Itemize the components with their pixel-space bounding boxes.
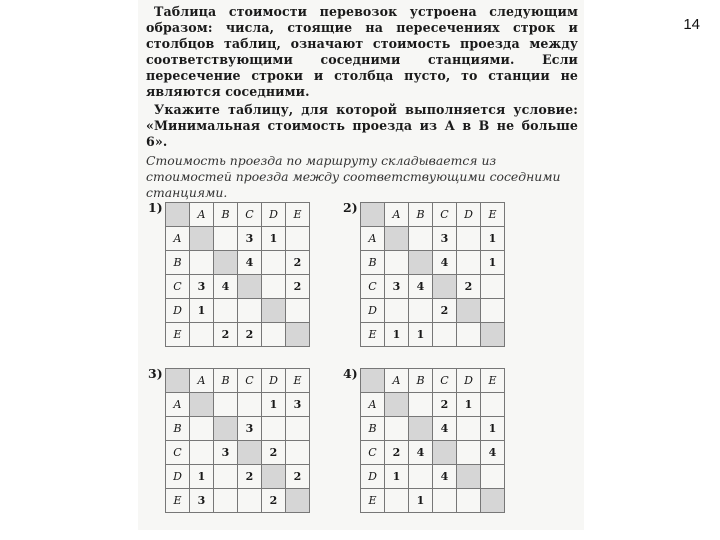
cost-cell-d-b <box>409 465 433 489</box>
cost-cell-a-a <box>190 393 214 417</box>
cost-cell-c-b: 3 <box>214 441 238 465</box>
table-row <box>166 441 310 465</box>
column-header-b: B <box>409 203 433 227</box>
cost-cell-d-a <box>385 299 409 323</box>
cost-cell-e-e <box>481 323 505 347</box>
column-header-b: B <box>214 203 238 227</box>
table-row <box>361 299 505 323</box>
cost-cell-a-c: 3 <box>433 227 457 251</box>
cost-cell-e-a: 1 <box>385 323 409 347</box>
cost-cell-b-e: 1 <box>481 251 505 275</box>
table-row <box>166 323 310 347</box>
table-4-label: 4) <box>343 366 358 381</box>
cost-cell-a-a <box>385 227 409 251</box>
cost-cell-d-e <box>286 299 310 323</box>
cost-cell-d-b <box>214 465 238 489</box>
row-header-c: C <box>166 441 190 465</box>
cost-cell-a-b <box>214 393 238 417</box>
cost-cell-e-b: 1 <box>409 323 433 347</box>
table-3-label: 3) <box>148 366 163 381</box>
cost-cell-c-b: 4 <box>409 441 433 465</box>
cost-cell-d-d <box>457 465 481 489</box>
row-header-c: C <box>361 441 385 465</box>
column-header-a: A <box>385 203 409 227</box>
cost-cell-a-a <box>385 393 409 417</box>
cost-cell-a-c: 2 <box>433 393 457 417</box>
cost-cell-c-c <box>238 275 262 299</box>
cost-cell-c-a: 3 <box>190 275 214 299</box>
table-row <box>166 393 310 417</box>
cost-cell-b-e: 2 <box>286 251 310 275</box>
cost-cell-c-a: 2 <box>385 441 409 465</box>
cost-cell-e-e <box>286 489 310 513</box>
cost-cell-d-d <box>262 465 286 489</box>
row-header-a: A <box>361 227 385 251</box>
table-corner-cell <box>361 203 385 227</box>
cost-cell-a-d: 1 <box>262 393 286 417</box>
cost-cell-a-a <box>190 227 214 251</box>
cost-cell-c-d <box>262 275 286 299</box>
column-header-d: D <box>457 203 481 227</box>
column-header-d: D <box>457 369 481 393</box>
cost-cell-e-b: 2 <box>214 323 238 347</box>
column-header-c: C <box>433 369 457 393</box>
row-header-e: E <box>361 489 385 513</box>
row-header-a: A <box>361 393 385 417</box>
table-corner-cell <box>361 369 385 393</box>
cost-cell-c-b: 4 <box>214 275 238 299</box>
cost-cell-e-c: 2 <box>238 323 262 347</box>
cost-cell-d-c: 2 <box>433 299 457 323</box>
cost-cell-c-e <box>286 441 310 465</box>
cost-cell-b-c: 4 <box>433 417 457 441</box>
row-header-b: B <box>166 417 190 441</box>
cost-cell-c-e: 2 <box>286 275 310 299</box>
cost-cell-a-d <box>457 227 481 251</box>
cost-cell-d-c: 4 <box>433 465 457 489</box>
cost-cell-d-b <box>214 299 238 323</box>
column-header-c: C <box>238 203 262 227</box>
table-row <box>361 275 505 299</box>
cost-cell-b-a <box>385 417 409 441</box>
table-row <box>361 489 505 513</box>
cost-cell-a-e <box>286 227 310 251</box>
column-header-e: E <box>481 203 505 227</box>
table-row <box>361 251 505 275</box>
row-header-b: B <box>166 251 190 275</box>
cost-cell-e-b: 1 <box>409 489 433 513</box>
row-header-e: E <box>361 323 385 347</box>
column-header-d: D <box>262 369 286 393</box>
cost-cell-e-b <box>214 489 238 513</box>
table-row <box>361 393 505 417</box>
table-row <box>166 299 310 323</box>
cost-cell-e-c <box>238 489 262 513</box>
cost-cell-e-d <box>457 323 481 347</box>
row-header-d: D <box>361 465 385 489</box>
cost-cell-a-d: 1 <box>457 393 481 417</box>
cost-cell-b-e: 1 <box>481 417 505 441</box>
table-2-label: 2) <box>343 200 358 215</box>
cost-cell-a-b <box>409 393 433 417</box>
cost-cell-c-a: 3 <box>385 275 409 299</box>
cost-cell-a-e: 1 <box>481 227 505 251</box>
cost-cell-c-d: 2 <box>457 275 481 299</box>
cost-table-2 <box>360 202 505 347</box>
cost-cell-b-d <box>262 251 286 275</box>
cost-cell-e-d <box>457 489 481 513</box>
row-header-a: A <box>166 227 190 251</box>
column-header-b: B <box>409 369 433 393</box>
table-row <box>361 417 505 441</box>
table-row <box>166 489 310 513</box>
cost-cell-b-a <box>190 417 214 441</box>
column-header-c: C <box>238 369 262 393</box>
task-note: Стоимость проезда по маршруту складывается из стоимостей проезда между соответствующими соседними станциями. <box>146 153 561 200</box>
cost-cell-b-c: 3 <box>238 417 262 441</box>
cost-table-3 <box>165 368 310 513</box>
cost-cell-d-a: 1 <box>190 299 214 323</box>
cost-cell-b-c: 4 <box>433 251 457 275</box>
column-header-b: B <box>214 369 238 393</box>
task-paragraph-1: Таблица стоимости перевозок устроена следующим образом: числа, стоящие на пересечениях строк и столбцов таблиц, означают стоимость проезда между соответствующими соседними станциями. Если пересечение строки и столбца пусто, то станции не являются соседними. <box>146 4 578 99</box>
cost-cell-d-a: 1 <box>190 465 214 489</box>
cost-cell-b-b <box>214 251 238 275</box>
cost-cell-c-d <box>457 441 481 465</box>
cost-cell-d-d <box>262 299 286 323</box>
table-row <box>166 417 310 441</box>
cost-table-4 <box>360 368 505 513</box>
cost-cell-a-e: 3 <box>286 393 310 417</box>
column-header-a: A <box>190 203 214 227</box>
cost-cell-c-b: 4 <box>409 275 433 299</box>
cost-cell-d-c <box>238 299 262 323</box>
cost-cell-b-e <box>286 417 310 441</box>
cost-cell-e-e <box>481 489 505 513</box>
table-row <box>166 251 310 275</box>
column-header-c: C <box>433 203 457 227</box>
column-header-a: A <box>385 369 409 393</box>
table-row <box>166 275 310 299</box>
cost-cell-e-c <box>433 489 457 513</box>
table-row <box>166 465 310 489</box>
table-row <box>361 227 505 251</box>
cost-cell-d-e: 2 <box>286 465 310 489</box>
table-corner-cell <box>166 203 190 227</box>
cost-cell-a-b <box>409 227 433 251</box>
cost-cell-b-a <box>190 251 214 275</box>
cost-cell-a-d: 1 <box>262 227 286 251</box>
cost-cell-c-c <box>238 441 262 465</box>
cost-cell-b-b <box>409 417 433 441</box>
cost-cell-a-b <box>214 227 238 251</box>
cost-cell-e-a <box>190 323 214 347</box>
table-row <box>361 441 505 465</box>
row-header-c: C <box>166 275 190 299</box>
table-row <box>166 227 310 251</box>
row-header-b: B <box>361 417 385 441</box>
slide-number: 14 <box>683 16 700 33</box>
cost-cell-c-d: 2 <box>262 441 286 465</box>
cost-cell-b-d <box>262 417 286 441</box>
table-row <box>361 323 505 347</box>
cost-cell-e-a <box>385 489 409 513</box>
cost-cell-b-c: 4 <box>238 251 262 275</box>
cost-cell-c-e: 4 <box>481 441 505 465</box>
cost-cell-a-c: 3 <box>238 227 262 251</box>
cost-cell-b-d <box>457 417 481 441</box>
cost-cell-d-b <box>409 299 433 323</box>
cost-cell-d-c: 2 <box>238 465 262 489</box>
cost-cell-d-e <box>481 299 505 323</box>
row-header-a: A <box>166 393 190 417</box>
cost-cell-e-c <box>433 323 457 347</box>
cost-cell-c-e <box>481 275 505 299</box>
cost-cell-b-b <box>409 251 433 275</box>
column-header-e: E <box>481 369 505 393</box>
cost-cell-e-e <box>286 323 310 347</box>
cost-cell-b-b <box>214 417 238 441</box>
cost-cell-c-c <box>433 275 457 299</box>
table-row <box>361 465 505 489</box>
row-header-d: D <box>166 465 190 489</box>
cost-cell-d-e <box>481 465 505 489</box>
cost-cell-d-d <box>457 299 481 323</box>
task-paragraph-2: Укажите таблицу, для которой выполняется условие: «Минимальная стоимость проезда из А в В не больше 6». <box>146 102 578 149</box>
cost-cell-a-c <box>238 393 262 417</box>
column-header-e: E <box>286 203 310 227</box>
column-header-a: A <box>190 369 214 393</box>
column-header-e: E <box>286 369 310 393</box>
row-header-c: C <box>361 275 385 299</box>
row-header-d: D <box>166 299 190 323</box>
cost-cell-d-a: 1 <box>385 465 409 489</box>
row-header-d: D <box>361 299 385 323</box>
cost-table-1 <box>165 202 310 347</box>
cost-cell-a-e <box>481 393 505 417</box>
cost-cell-b-d <box>457 251 481 275</box>
cost-cell-e-d: 2 <box>262 489 286 513</box>
row-header-e: E <box>166 489 190 513</box>
cost-cell-e-a: 3 <box>190 489 214 513</box>
row-header-e: E <box>166 323 190 347</box>
task-text <box>146 4 578 201</box>
cost-cell-c-c <box>433 441 457 465</box>
table-corner-cell <box>166 369 190 393</box>
column-header-d: D <box>262 203 286 227</box>
cost-cell-b-a <box>385 251 409 275</box>
table-1-label: 1) <box>148 200 163 215</box>
cost-cell-c-a <box>190 441 214 465</box>
cost-cell-e-d <box>262 323 286 347</box>
row-header-b: B <box>361 251 385 275</box>
